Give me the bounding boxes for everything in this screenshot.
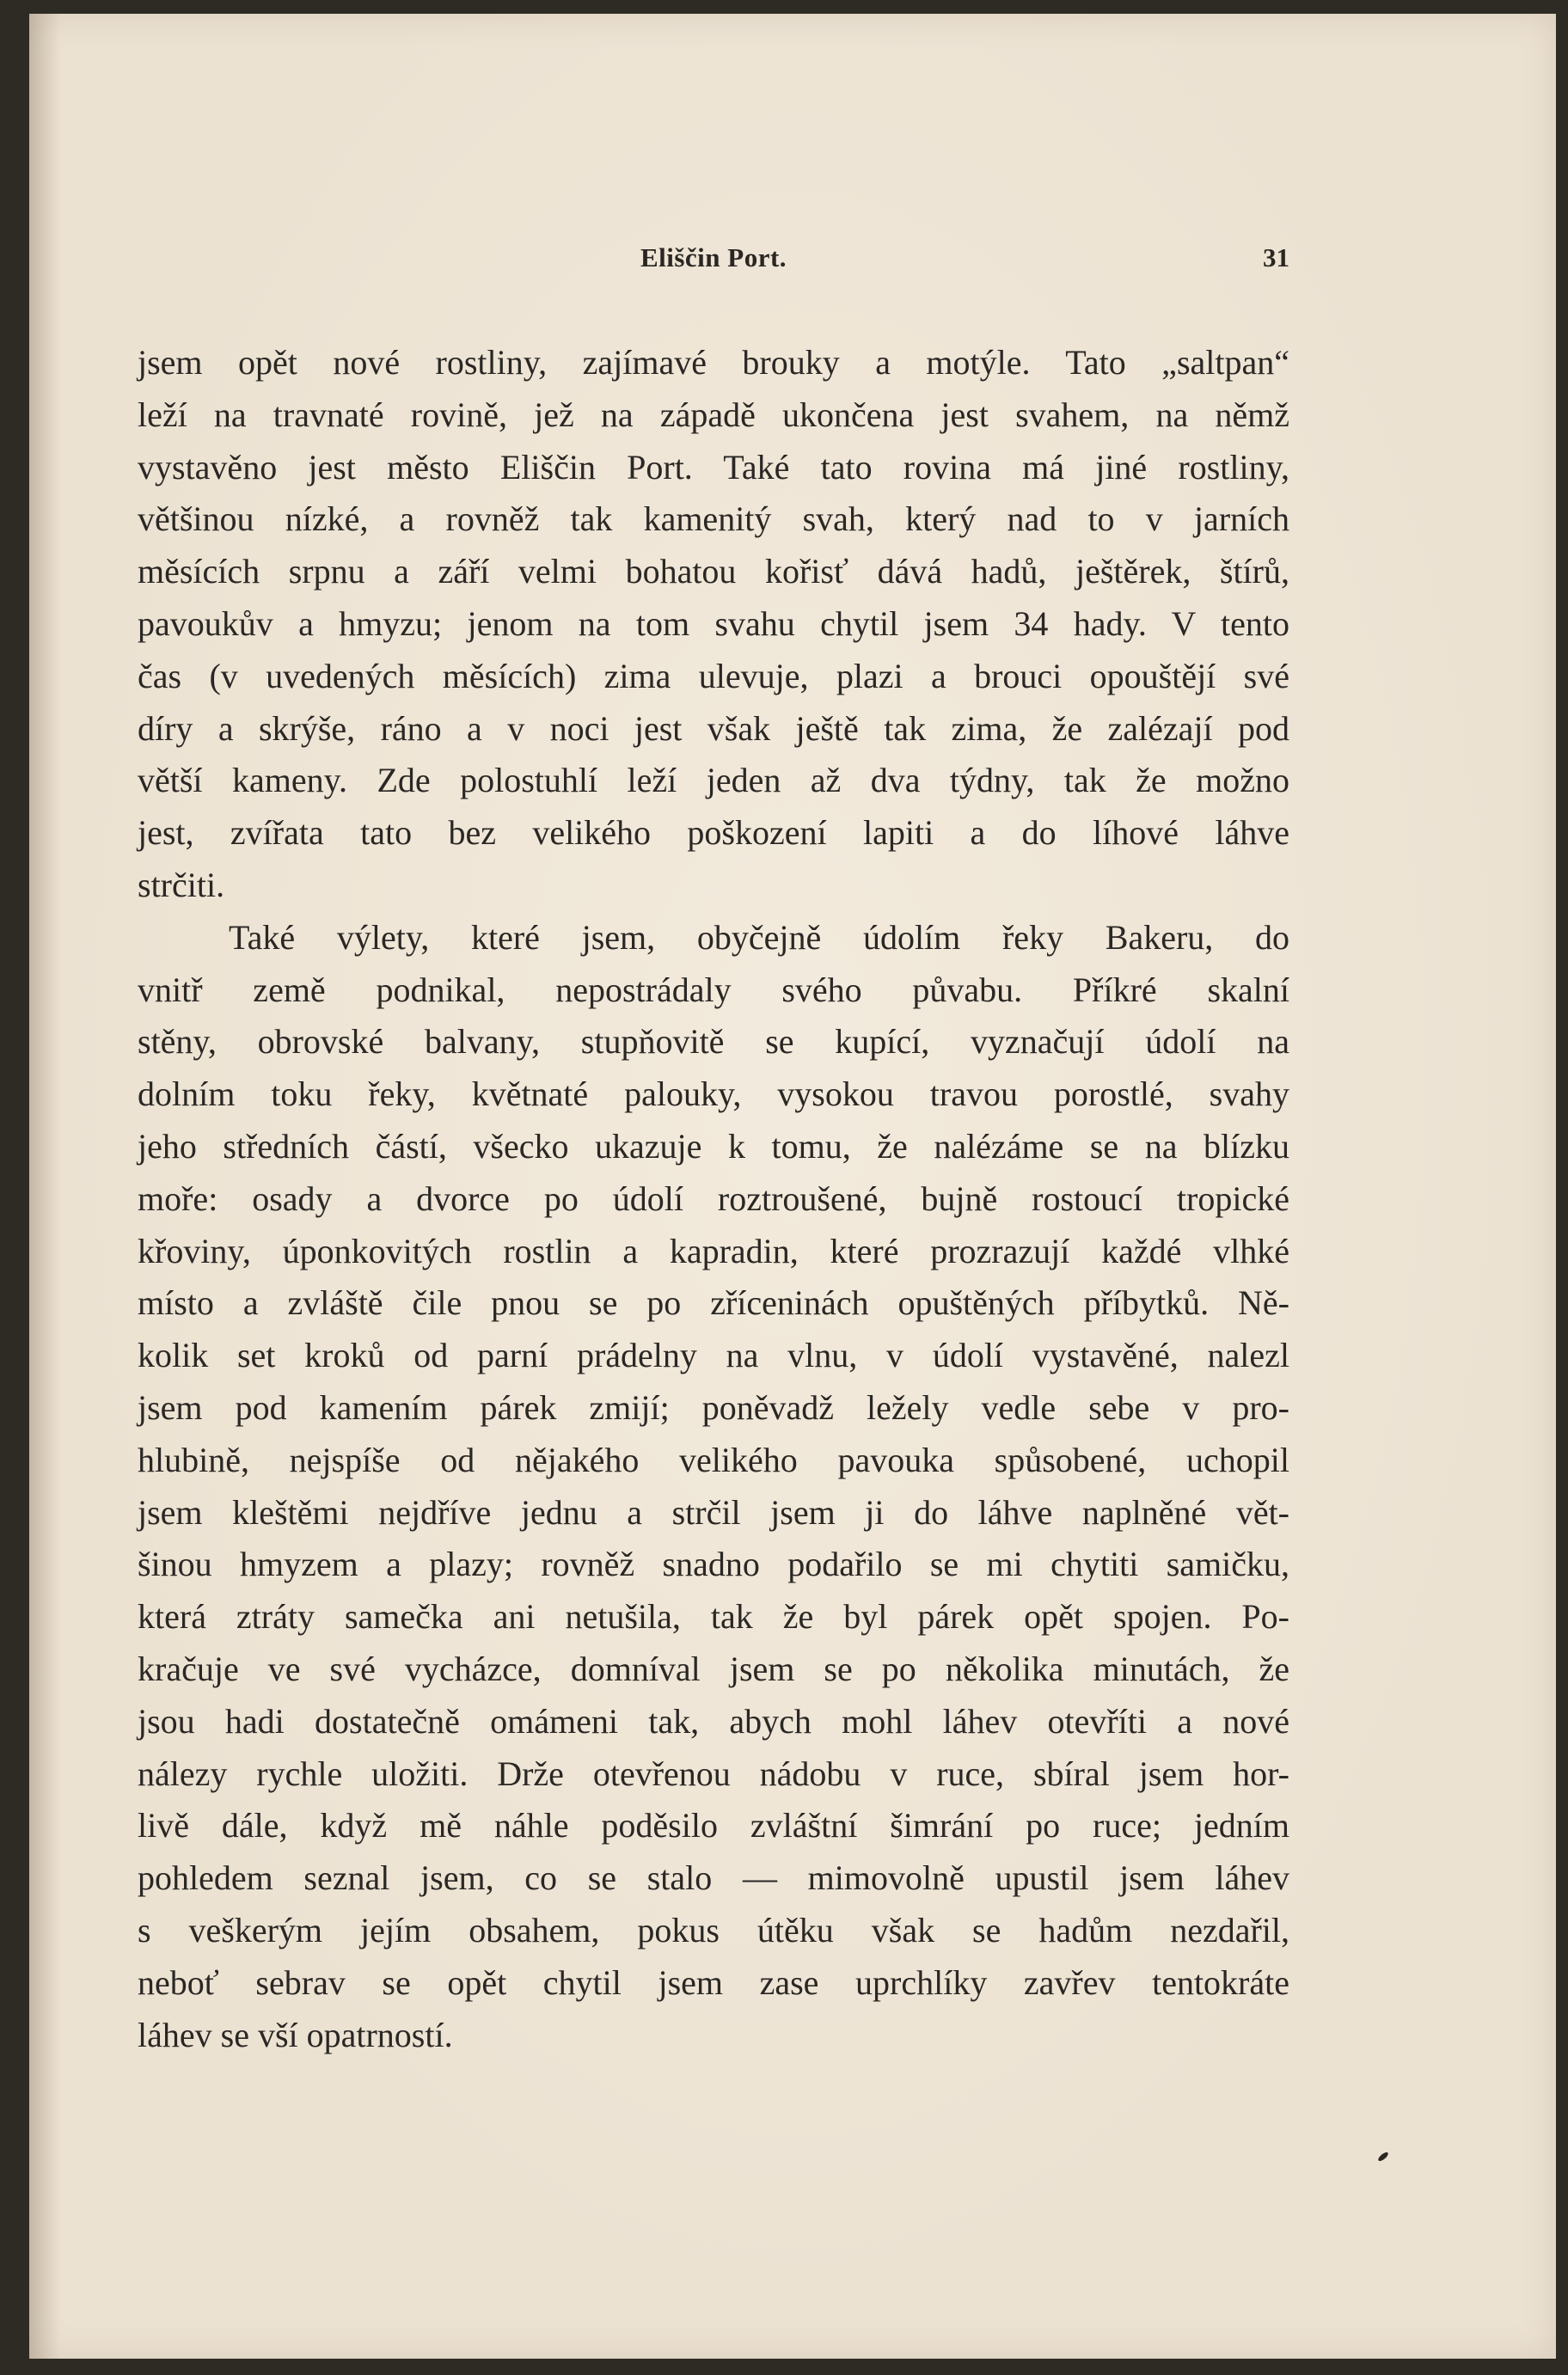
text-line: jsem opět nové rostliny, zajímavé brouky a motýle. Tato „saltpan“ [138, 343, 1289, 382]
text-line: šinou hmyzem a plazy; rovněž snadno podařilo se mi chytiti samičku, [138, 1545, 1289, 1584]
text-line: leží na travnaté rovině, jež na západě ukončena jest svahem, na němž [138, 395, 1289, 434]
text-line: jsem pod kamením párek zmijí; poněvadž ležely vedle sebe v pro- [138, 1387, 1289, 1427]
text-line: dolním toku řeky, květnaté palouky, vysokou travou porostlé, svahy [138, 1074, 1289, 1114]
body-text [138, 337, 1289, 2061]
text-line: čas (v uvedených měsících) zima ulevuje, plazi a brouci opouštějí své [138, 656, 1289, 695]
text-line: jsou hadi dostatečně omámeni tak, abych mohl láhev otevříti a nové [138, 1701, 1289, 1741]
text-line: jeho středních částí, všecko ukazuje k tomu, že nalézáme se na blízku [138, 1126, 1289, 1166]
text-line: vnitř země podnikal, nepostrádaly svého půvabu. Příkré skalní [138, 970, 1289, 1009]
text-line: kolik set kroků od parní prádelny na vlnu, v údolí vystavěné, nalezl [138, 1336, 1289, 1375]
text-line: livě dále, když mě náhle poděsilo zvláštní šimrání po ruce; jedním [138, 1806, 1289, 1846]
text-line: která ztráty samečka ani netušila, tak že byl párek opět spojen. Po- [138, 1597, 1289, 1637]
text-line: díry a skrýše, ráno a v noci jest však ještě tak zima, že zalézají pod [138, 708, 1289, 748]
text-line: většinou nízké, a rovněž tak kamenitý svah, který nad to v jarních [138, 499, 1289, 539]
text-line: stěny, obrovské balvany, stupňovitě se kupící, vyznačují údolí na [138, 1022, 1289, 1062]
text-line: měsících srpnu a září velmi bohatou kořisť dává hadů, ještěrek, štírů, [138, 552, 1289, 591]
text-line: místo a zvláště čile pnou se po zříceninách opuštěných příbytků. Ně- [138, 1283, 1289, 1323]
text-line: větší kameny. Zde polostuhlí leží jeden až dva týdny, tak že možno [138, 761, 1289, 800]
text-line: vystavěno jest město Eliščin Port. Také tato rovina má jiné rostliny, [138, 447, 1289, 487]
text-line: pohledem seznal jsem, co se stalo — mimovolně upustil jsem láhev [138, 1858, 1289, 1898]
running-head [138, 242, 1289, 285]
text-line: Také výlety, které jsem, obyčejně údolím řeky Bakeru, do [229, 917, 1289, 957]
paragraph-1 [138, 337, 1289, 912]
ink-speck [1377, 2151, 1390, 2163]
text-line: jsem kleštěmi nejdříve jednu a strčil jsem ji do láhve naplněné vět- [138, 1492, 1289, 1532]
text-line: hlubině, nejspíše od nějakého velikého pavouka spůsobené, uchopil [138, 1440, 1289, 1479]
text-line: kračuje ve své vycházce, domníval jsem se po několika minutách, že [138, 1649, 1289, 1688]
text-line: jest, zvířata tato bez velikého poškození lapiti a do líhové láhve [138, 813, 1289, 853]
book-page [29, 14, 1556, 2359]
text-line: pavoukův a hmyzu; jenom na tom svahu chytil jsem 34 hady. V tento [138, 603, 1289, 643]
text-line: moře: osady a dvorce po údolí roztroušené, bujně rostoucí tropické [138, 1178, 1289, 1218]
text-line: s veškerým jejím obsahem, pokus útěku však se hadům nezdařil, [138, 1910, 1289, 1950]
text-line: láhev se vší opatrností. [138, 2015, 453, 2054]
text-line: křoviny, úponkovitých rostlin a kapradin, které prozrazují každé vlhké [138, 1231, 1289, 1270]
text-line: neboť sebrav se opět chytil jsem zase uprchlíky zavřev tentokráte [138, 1962, 1289, 2002]
text-line: strčiti. [138, 865, 225, 904]
paragraph-2 [138, 912, 1289, 2062]
text-line: nálezy rychle uložiti. Drže otevřenou nádobu v ruce, sbíral jsem hor- [138, 1754, 1289, 1793]
page-number: 31 [1263, 242, 1289, 272]
running-title: Eliščin Port. [640, 242, 787, 272]
